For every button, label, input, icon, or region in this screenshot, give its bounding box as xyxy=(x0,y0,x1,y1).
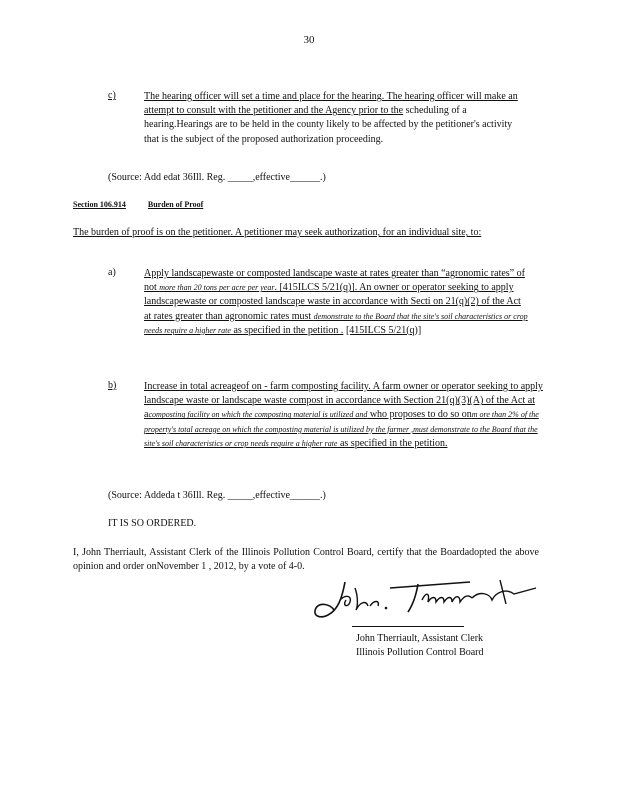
signer-organization: Illinois Pollution Control Board xyxy=(356,647,484,659)
item-c-label: c) xyxy=(108,90,116,101)
order-statement: IT IS SO ORDERED. xyxy=(108,518,197,529)
item-a-italic1: more than 20 tons per acre per year xyxy=(159,283,275,293)
burden-text: The burden of proof is on the petitioner. A petitioner may seek authorization, for an individual site, to: xyxy=(73,227,482,238)
section-title: Burden of Proof xyxy=(147,200,204,209)
item-a-label: a) xyxy=(108,267,116,278)
item-c-text xyxy=(144,90,529,147)
item-c-rest: scheduling of a hearing.Hearings are to be held in the county likely to be affected by the petitioner's activity that is the subject of the proposed authorization proceeding. xyxy=(144,105,513,145)
section-number: Section 106.914 xyxy=(73,200,126,209)
item-b-part2: who proposes to do so on xyxy=(367,409,472,421)
item-b-italic1: composting facility on which the composting material is utilized and xyxy=(148,410,368,420)
source-note-2: (Source: Addeda t 36Ill. Reg. _____,effective______.) xyxy=(108,490,326,501)
item-a-italic-underlined: demonstrate to the Board that the site's soil characteristics or crop needs require a higher rate xyxy=(144,311,528,335)
item-b-text xyxy=(144,380,544,451)
item-a-part2: . [415ILCS 5/21(q)]. An owner or operator seeking to apply landscapewaste or composted xyxy=(144,282,514,308)
source-note-1: (Source: Add edat 36Ill. Reg. _____,effective______.) xyxy=(108,172,326,183)
item-a-underlined: landscape waste in accordance with Secti on 21(q)(2) of the Act at rates greater than agronomic rates must xyxy=(144,296,521,322)
page-number: 30 xyxy=(303,34,315,46)
item-a-part1: Apply landscapewaste or composted landscape waste at rates greater than “agronomic rates” of not xyxy=(144,268,525,294)
signer-name-title: John Therriault, Assistant Clerk xyxy=(356,633,484,644)
signature-line xyxy=(352,626,464,627)
certification-text: I, John Therriault, Assistant Clerk of the Illinois Pollution Control Board, certify that the Boardadopted the above opinion and order onNovember 1 , 2012, by a vote of 4-0. xyxy=(73,547,539,573)
item-a-text xyxy=(144,267,529,338)
item-b-label: b) xyxy=(108,380,117,391)
handwritten-signature xyxy=(300,570,560,625)
item-b-part1: Increase in total acreageof on - farm composting facility. A farm owner or operator seeking to apply landscape waste or landscape waste compost in accordance with Section 21(q)(3)(A) of the Act at a xyxy=(144,381,543,421)
signer-block xyxy=(356,632,484,660)
item-a-part3: as specified in the petition . xyxy=(230,324,344,336)
item-b-part3: as specified in the petition. xyxy=(337,437,448,449)
item-a-citation: [415ILCS 5/21(q)] xyxy=(345,324,422,336)
section-heading xyxy=(73,200,225,209)
item-b-italic2: m ore than 2% of the property's total acreage on which the composting material is utilized by the farmer ,must demonstrate to the Board that the site's soil characteristics or crop needs require a higher rate xyxy=(144,410,539,448)
item-c-underlined: The hearing officer will set a time and place for the hearing. The hearing officer will make an attempt to consult with the petitioner and the Agency prior to the xyxy=(144,91,518,117)
